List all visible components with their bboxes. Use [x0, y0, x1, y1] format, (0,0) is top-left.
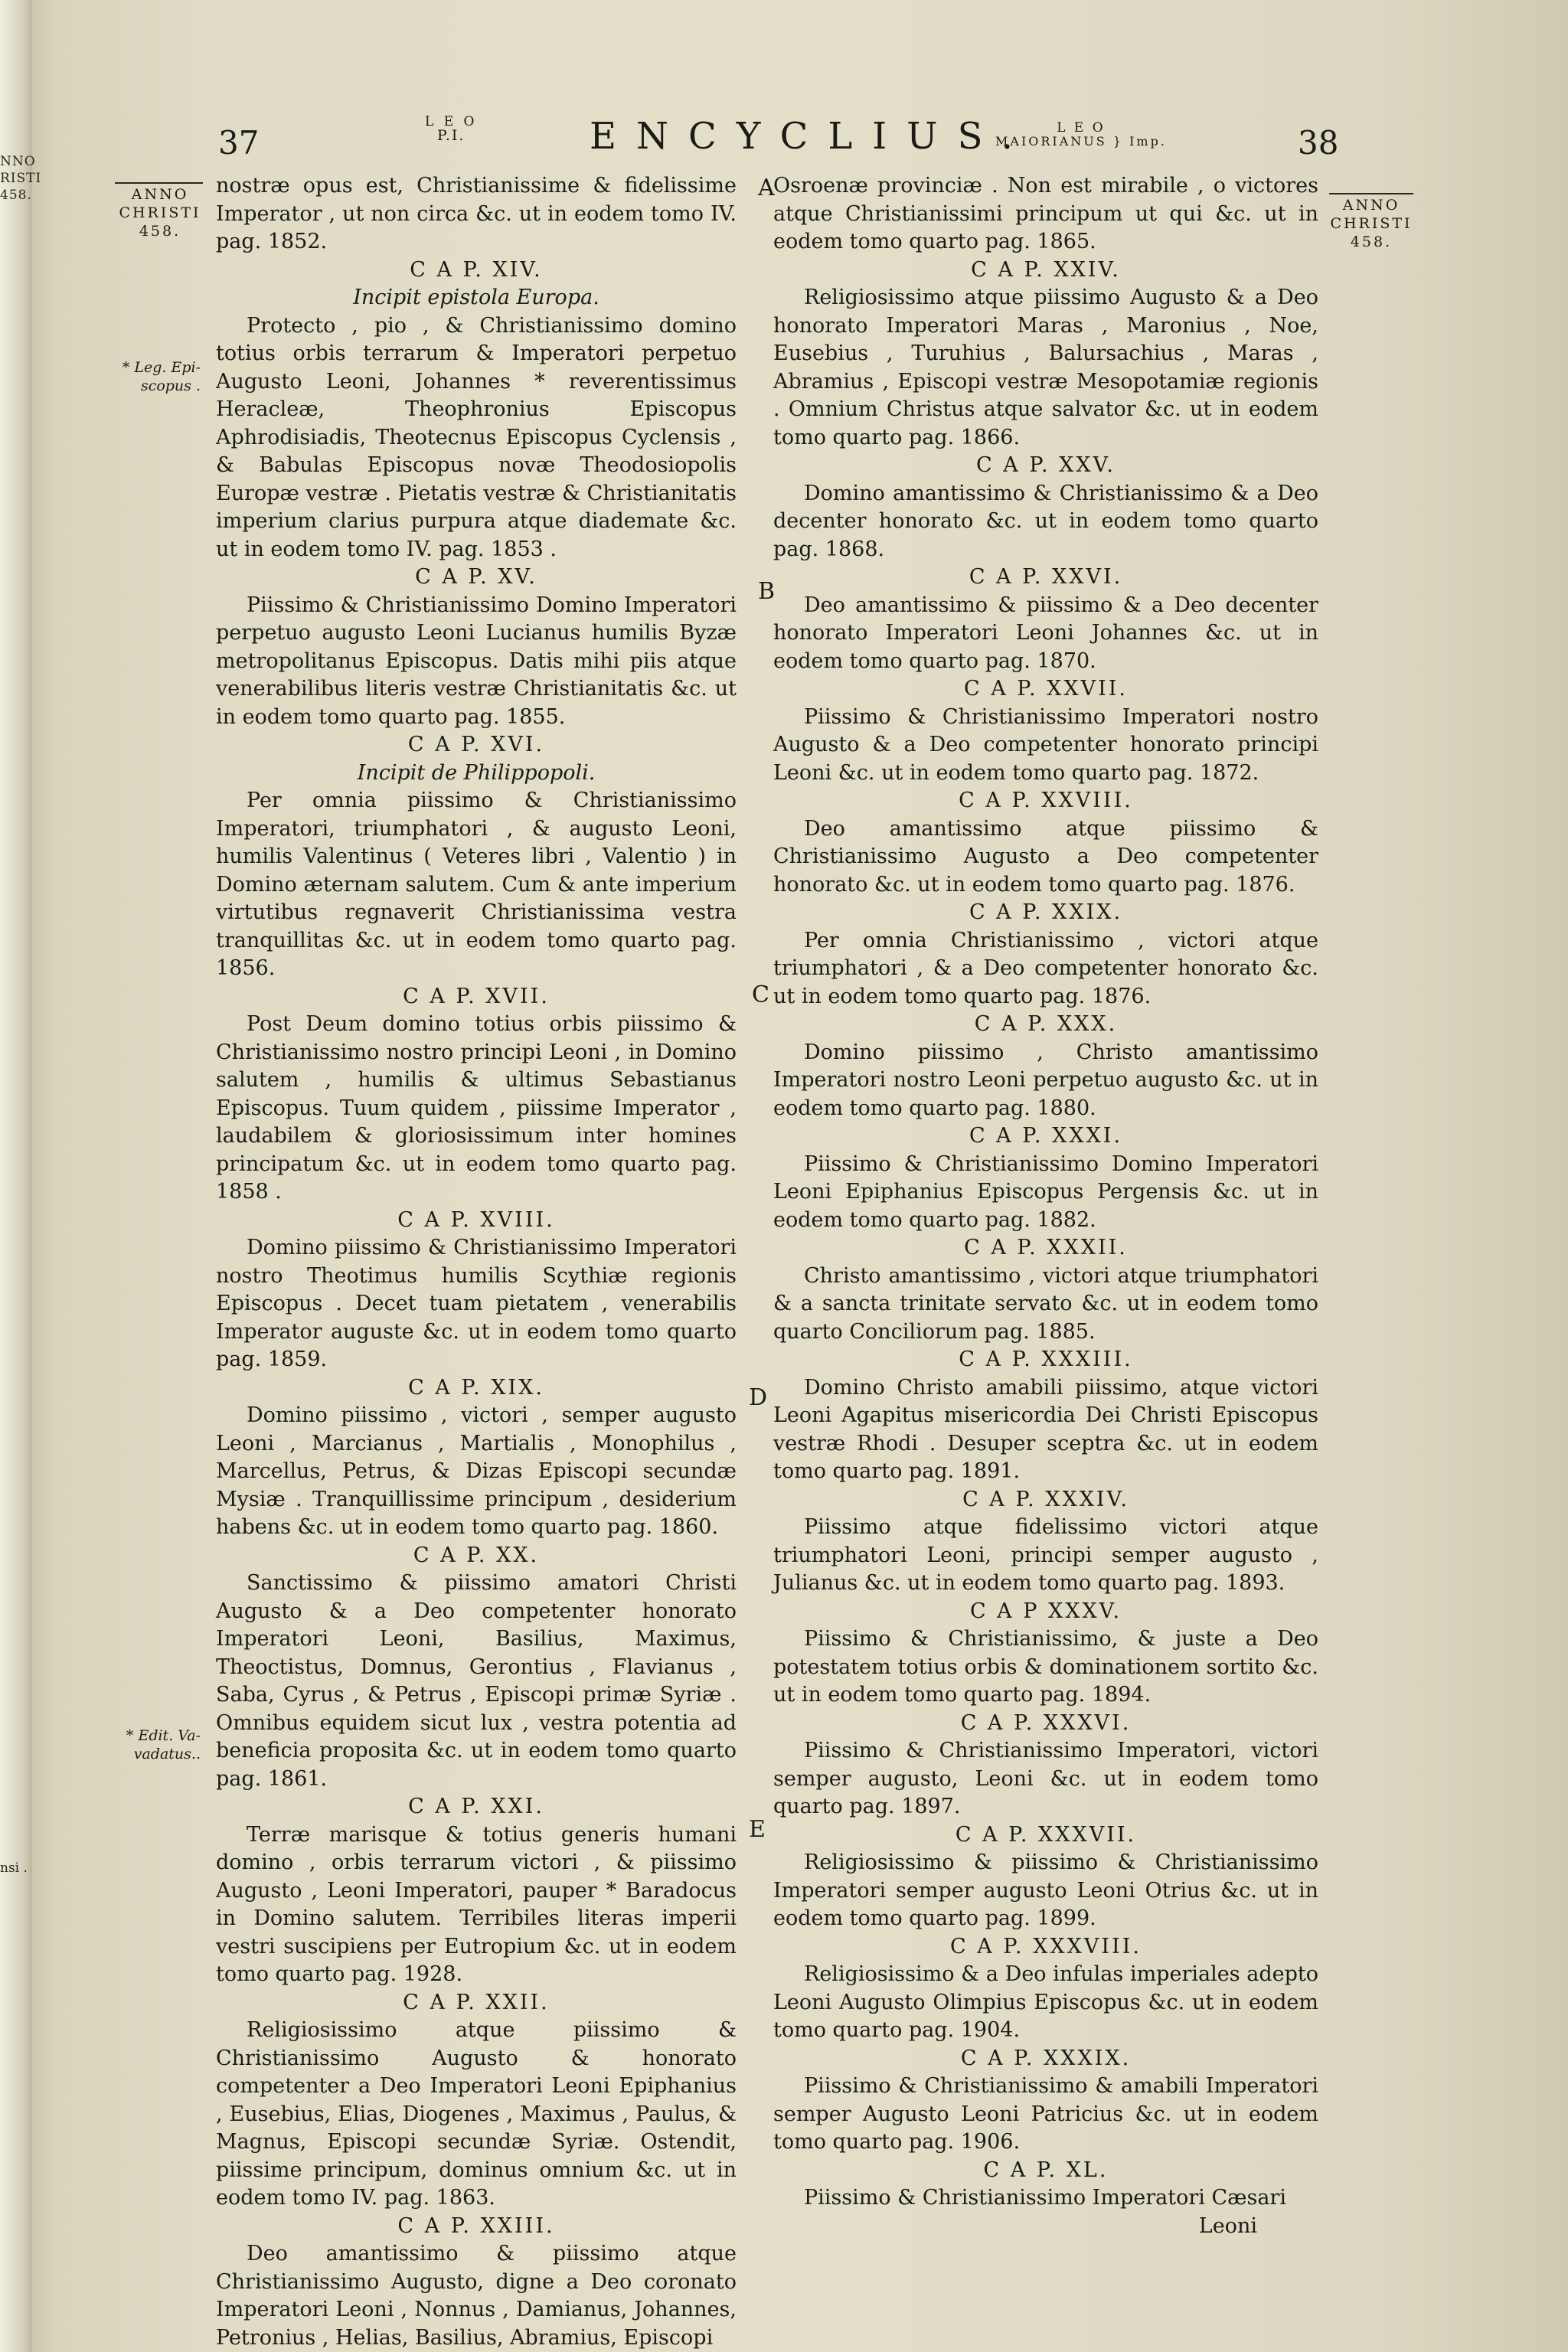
- paragraph: Post Deum domino totius orbis piissimo & Christianissimo nostro principi Leoni , in Domino salutem , humilis & ultimus Sebastianus Episcopus. Tuum quidem , piissime Imperator , laudabilem & gloriosissimum inter homines principatum &c. ut in eodem tomo quarto pag. 1858 .: [216, 1012, 737, 1204]
- margin-rule-right: [1329, 193, 1413, 194]
- chapter-heading: C A P. XXI.: [408, 1795, 544, 1818]
- chapter-heading: C A P. XXXIX.: [960, 2046, 1132, 2070]
- chapter-heading: C A P. XXIII.: [397, 2213, 555, 2238]
- paragraph: Piissimo & Christianissimo & amabili Imperatori semper Augusto Leoni Patricius &c. ut in eodem tomo quarto pag. 1906.: [773, 2074, 1318, 2154]
- paragraph: Piissimo & Christianissimo, & juste a Deo potestatem totius orbis & dominationem sortito &c. ut in eodem tomo quarto pag. 1894.: [773, 1627, 1318, 1707]
- header-leo-maiorianus: L E O MAIORIANUS } Imp.: [995, 120, 1167, 149]
- chapter-heading: C A P. XXII.: [403, 1990, 550, 2014]
- paragraph: nostræ opus est, Christianissime & fidelissime Imperator , ut non circa &c. ut in eodem tomo IV. pag. 1852.: [216, 174, 737, 253]
- chapter-heading: C A P. XIX.: [408, 1375, 544, 1400]
- margin-note-edit-vadatus: * Edit. Va- vadatus..: [126, 1727, 201, 1762]
- chapter-heading: C A P. XXXVII.: [955, 1822, 1137, 1847]
- paragraph: Domino piissimo & Christianissimo Imperatori nostro Theotimus humilis Scythiæ regionis Episcopus . Decet tuam pietatem , venerabilis Imperator auguste &c. ut in eodem tomo quarto pag. 1859.: [216, 1236, 737, 1371]
- margin-anno-christi-right: ANNO CHRISTI 458.: [1330, 197, 1413, 250]
- paragraph: Religiosissimo atque piissimo & Christianissimo Augusto & honorato competenter a Deo Imperatori Leoni Epiphanius , Eusebius, Elias, Diogenes , Maximus , Paulus, & Magnus, Episcopi secundæ Syriæ. Ostendit, piissime principum, dominus omnium &c. ut in eodem tomo IV. pag. 1863.: [216, 2018, 737, 2210]
- chapter-heading: C A P. XXIX.: [969, 900, 1123, 924]
- chapter-heading: C A P. XX.: [413, 1543, 540, 1567]
- page-number-right: 38: [1298, 124, 1339, 162]
- running-title: ENCYCLIUS.: [590, 115, 1034, 158]
- paragraph: Piissimo atque fidelissimo victori atque triumphatori Leoni, principi semper augusto , Julianus &c. ut in eodem tomo quarto pag. 1893.: [773, 1515, 1318, 1595]
- chapter-heading: C A P. XL.: [983, 2158, 1109, 2182]
- section-mark-e: E: [749, 1816, 766, 1843]
- chapter-heading: C A P. XXVII.: [963, 677, 1129, 701]
- paragraph: Deo amantissimo atque piissimo & Christianissimo Augusto a Deo competenter honorato &c. ut in eodem tomo quarto pag. 1876.: [773, 816, 1318, 897]
- paragraph: Deo amantissimo & piissimo & a Deo decenter honorato Imperatori Leoni Johannes &c. ut in eodem tomo quarto pag. 1870.: [773, 593, 1318, 673]
- left-column: [216, 172, 737, 2352]
- chapter-heading: C A P. XXVI.: [969, 565, 1123, 589]
- paragraph: Religiosissimo & piissimo & Christianissimo Imperatori semper augusto Leoni Otrius &c. ut in eodem tomo quarto pag. 1899.: [773, 1851, 1318, 1930]
- section-mark-d: D: [749, 1384, 768, 1411]
- paragraph: Christo amantissimo , victori atque triumphatori & a sancta trinitate servato &c. ut in eodem tomo quarto Conciliorum pag. 1885.: [773, 1263, 1318, 1344]
- chapter-heading: C A P. XXXII.: [964, 1236, 1128, 1259]
- chapter-heading: C A P. XXXVIII.: [950, 1934, 1142, 1958]
- paragraph: Protecto , pio , & Christianissimo domino totius orbis terrarum & Imperatori perpetuo Augusto Leoni, Johannes * reverentissimus Heracleæ, Theophronius Episcopus Aphrodisiadis, Theotecnus Episcopus Cyclensis , & Babulas Episcopus novæ Theodosiopolis Europæ vestræ . Pietatis vestræ & Christianitatis imperium clarius purpura atque diademate &c. ut in eodem tomo IV. pag. 1853 .: [216, 313, 737, 561]
- previous-page-fragment: nsi .: [0, 1860, 28, 1876]
- paragraph: Piissimo & Christianissimo Imperatori Cæsari: [804, 2186, 1286, 2210]
- paragraph: Domino piissimo , victori , semper augusto Leoni , Marcianus , Martialis , Monophilus , Marcellus, Petrus, & Dizas Episcopi secundæ Mysiæ . Tranquillissime principum , desiderium habens &c. ut in eodem tomo quarto pag. 1860.: [216, 1403, 737, 1539]
- paragraph: Per omnia Christianissimo , victori atque triumphatori , & a Deo competenter honorato &c. ut in eodem tomo quarto pag. 1876.: [773, 928, 1318, 1008]
- chapter-heading: C A P. XVII.: [403, 984, 550, 1008]
- paragraph: Deo amantissimo & piissimo atque Christianissimo Augusto, digne a Deo coronato Imperatori Leoni , Nonnus , Damianus, Johannes, Petronius , Helias, Basilius, Abramius, Episcopi: [216, 2242, 737, 2350]
- paragraph: Domino piissimo , Christo amantissimo Imperatori nostro Leoni perpetuo augusto &c. ut in eodem tomo quarto pag. 1880.: [773, 1040, 1318, 1120]
- chapter-heading: C A P. XXXIII.: [959, 1348, 1133, 1371]
- chapter-heading: C A P. XXIV.: [971, 257, 1121, 282]
- chapter-heading: C A P. XXVIII.: [959, 789, 1133, 812]
- chapter-heading: C A P. XXXVI.: [960, 1710, 1132, 1735]
- paragraph: Per omnia piissimo & Christianissimo Imperatori, triumphatori , & augusto Leoni, humilis Valentinus ( Veteres libri , Valentio ) in Domino æternam salutem. Cum & ante imperium virtutibus regnaverit Christianissima vestra tranquillitas &c. ut in eodem tomo quarto pag. 1856.: [216, 789, 737, 980]
- header-leo-pl: L E O P.I.: [425, 114, 478, 144]
- catchword: Leoni: [1198, 2213, 1257, 2238]
- margin-rule-left: [115, 182, 203, 184]
- paragraph: Domino Christo amabili piissimo, atque victori Leoni Agapitus misericordia Dei Christi Episcopus vestræ Rhodi . Desuper sceptra &c. ut in eodem tomo quarto pag. 1891.: [773, 1375, 1318, 1483]
- paragraph: Osroenæ provinciæ . Non est mirabile , o victores atque Christianissimi principum ut qui &c. ut in eodem tomo quarto pag. 1865.: [773, 174, 1318, 253]
- paragraph: Piissimo & Christianissimo Domino Imperatori Leoni Epiphanius Episcopus Pergensis &c. ut in eodem tomo quarto pag. 1882.: [773, 1152, 1318, 1232]
- section-mark-b: B: [758, 578, 776, 605]
- chapter-heading: C A P. XXXIV.: [962, 1487, 1129, 1511]
- page-number-left: 37: [218, 124, 260, 162]
- margin-note-leg-episcopus: * Leg. Epi- scopus .: [122, 359, 201, 394]
- paragraph: Domino amantissimo & Christianissimo & a Deo decenter honorato &c. ut in eodem tomo quarto pag. 1868.: [773, 481, 1318, 561]
- chapter-heading: C A P. XVIII.: [397, 1207, 555, 1232]
- paragraph: Religiosissimo atque piissimo Augusto & a Deo honorato Imperatori Maras , Maronius , Noe, Eusebius , Turuhius , Balursachius , Maras , Abramius , Episcopi vestræ Mesopotamiæ regionis . Omnium Christus atque salvator &c. ut in eodem tomo quarto pag. 1866.: [773, 286, 1318, 449]
- margin-anno-christi-left: ANNO CHRISTI 458.: [119, 186, 201, 240]
- right-column: [773, 172, 1318, 2240]
- section-mark-a: A: [758, 175, 775, 201]
- section-mark-c: C: [752, 982, 769, 1008]
- paragraph: Religiosissimo & a Deo infulas imperiales adepto Leoni Augusto Olimpius Episcopus &c. ut in eodem tomo quarto pag. 1904.: [773, 1962, 1318, 2042]
- paragraph: Sanctissimo & piissimo amatori Christi Augusto & a Deo competenter honorato Imperatori Leoni, Basilius, Maximus, Theoctistus, Domnus, Gerontius , Flavianus , Saba, Cyrus , & Petrus , Episcopi primæ Syriæ . Omnibus equidem sicut lux , vestra potentia ad beneficia proposita &c. ut in eodem tomo quarto pag. 1861.: [216, 1571, 737, 1791]
- chapter-heading: C A P. XXV.: [976, 453, 1116, 477]
- chapter-heading: C A P. XVI.: [407, 733, 545, 756]
- paragraph: Piissimo & Christianissimo Imperatori nostro Augusto & a Deo competenter honorato principi Leoni &c. ut in eodem tomo quarto pag. 1872.: [773, 704, 1318, 785]
- paragraph: Piissimo & Christianissimo Imperatori, victori semper augusto, Leoni &c. ut in eodem tomo quarto pag. 1897.: [773, 1739, 1318, 1818]
- chapter-heading: C A P. XXXI.: [969, 1124, 1123, 1148]
- paragraph: Terræ marisque & totius generis humani domino , orbis terrarum victori , & piissimo Augusto , Leoni Imperatori, pauper * Baradocus in Domino salutem. Terribiles literas imperii vestri suscipiens per Eutropium &c. ut in eodem tomo quarto pag. 1928.: [216, 1822, 737, 1986]
- incipit: Incipit epistola Europa.: [353, 286, 599, 309]
- chapter-heading: C A P XXXV.: [969, 1599, 1122, 1623]
- chapter-heading: C A P. XXX.: [974, 1012, 1118, 1036]
- book-spine: [0, 0, 32, 2352]
- incipit: Incipit de Philippopoli.: [357, 760, 596, 785]
- chapter-heading: C A P. XV.: [415, 565, 537, 589]
- paragraph: Piissimo & Christianissimo Domino Imperatori perpetuo augusto Leoni Lucianus humilis Byzæ metropolitanus Episcopus. Datis mihi piis atque venerabilibus literis vestræ Christianitatis &c. ut in eodem tomo quarto pag. 1855.: [216, 593, 737, 729]
- chapter-heading: C A P. XIV.: [410, 257, 543, 282]
- previous-page-margin-note: NNO RISTI 458.: [0, 154, 42, 203]
